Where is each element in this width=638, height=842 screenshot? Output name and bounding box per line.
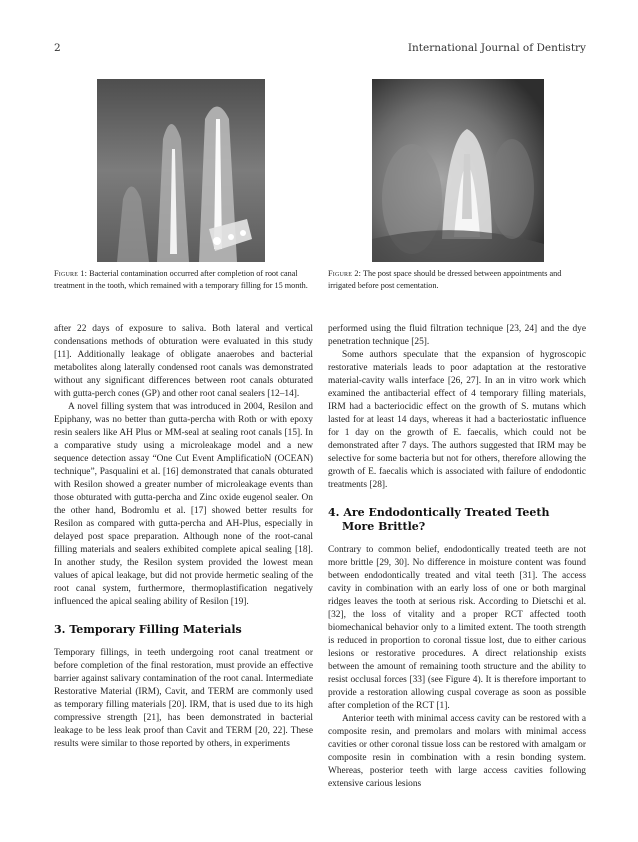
figure-2-caption-text: The post space should be dressed between appointments and irrigated before post cementation. [328, 269, 562, 290]
figure-1-label: Figure 1: [54, 269, 88, 278]
figure-4-link[interactable]: Figure 4 [445, 675, 478, 685]
journal-title: International Journal of Dentistry [407, 42, 586, 54]
paragraph: Anterior teeth with minimal access cavity can be restored with a composite resin, and premolars and molars with minimal access cavities or other coronal tissue loss can be restored with amalgam or composite resin in combination with a resin bonding system. Whereas, posterior teeth with large access cavities following extensive carious lesions [328, 714, 586, 789]
figure-2-caption [328, 268, 586, 292]
tooth-photo-illustration [372, 79, 544, 262]
right-column [328, 323, 586, 791]
left-column [54, 323, 313, 751]
paragraph: Some authors speculate that the expansion of hygroscopic restorative materials leads to poor adaptation at the restorative material-cavity walls interface [26, 27]. In an in vitro work which examined the antibacterial effect of 4 temporary filling materials, IRM had a bacteriocidic effect on the growth of S. mutans which lasted for at least 14 days, whereas it had a bacteriostatic influence for 1 day on the growth of E. faecalis, which could not be demonstrated after 7 days. The authors suggested that IRM may be selective for some bacteria but not for others, therefore allowing the growth of E. faecalis which is associated with failure of endodontic treatments [28]. [328, 350, 586, 490]
figure-1-image [97, 79, 265, 262]
figure-2-label: Figure 2: [328, 269, 362, 278]
figure-1-caption-text: Bacterial contamination occurred after completion of root canal treatment in the tooth, which remained with a temporary filling for 15 month. [54, 269, 308, 290]
section-3-heading: 3. Temporary Filling Materials [54, 623, 242, 636]
radiograph-illustration [97, 79, 265, 262]
section-4-heading [328, 506, 586, 534]
paragraph: Temporary fillings, in teeth undergoing root canal treatment or before completion of the final restoration, must provide an effective barrier against salivary contamination of the root canal. Intermediate Restorative Material (IRM), Cavit, and TERM are commonly used as temporary filling materials [20]. IRM, that is used due to its high compressive strength [21], has been demonstrated in bacterial leakage to be less leak proof than Cavit and TERM [20, 22]. These results were similar to those reported by others, in experiments [54, 648, 313, 749]
paragraph: performed using the fluid filtration technique [23, 24] and the dye penetration technique [25]. [328, 324, 586, 347]
paragraph: after 22 days of exposure to saliva. Both lateral and vertical condensations methods of obturation were evaluated in this study [11]. Additionally leakage of obligate anaerobes and bacterial metabolites along laterally condensed root canals was demonstrated without any significant differences between root canals obturated with gutta-perch cones (GP) and other root canal sealers [12–14]. [54, 324, 313, 399]
page-number: 2 [54, 42, 61, 54]
section-4-heading-line2: More Brittle? [342, 520, 426, 533]
paragraph: A novel filling system that was introduced in 2004, Resilon and Epiphany, was no better than gutta-percha with Roth or with epoxy resin sealers like AH Plus or MM-seal at sealing root canals [15]. In a comparative study using a microleakage model and a new sequence detection assay “One Cut Event AmplificatioN (OCEAN) technique”, Pasqualini et al. [16] demonstrated that canals obturated with Resilon showed a greater number of microleakage events than those obturated with gutta-percha and Zinc oxide eugenol sealer. On the other hand, Bodromlu et al. [17] showed better results for Resilon as compared with gutta-percha and AH-Plus, especially in delayed post space preparation. Although none of the root-canal filling materials and sealers exhibited complete apical sealing [18]. In another study, the Resilon system provided the lowest mean values of apical leakage, but did not provide hermetic sealing of the root canal system, furthermore, thermoplastification negatively influenced the apical sealing ability of Resilon [19]. [54, 402, 313, 607]
paragraph-text: ). It is therefore important to provide a restoration allowing cuspal coverage as soon as possible after completion of the RCT [1]. [328, 675, 586, 711]
paragraph [328, 544, 586, 713]
figure-1-caption [54, 268, 312, 292]
section-4-heading-line1: 4. Are Endodontically Treated Teeth [328, 506, 550, 519]
paragraph-text: Contrary to common belief, endodontically treated teeth are not more brittle [29, 30]. No difference in moisture content was found between endodontically treated and vital teeth [31]. The access cavity in combination with an early loss of one or both marginal ridges leaves the tooth at serious risk. According to Dietschi et al. [32], the loss of vitality and a proper RCT affected tooth biomechanical behavior only to a limited extent. The tooth strength is reduced in proportion to coronal tissue lost, due to either carious lesions or restorative procedures. A direct relationship exists between the amount of remaining tooth structure and the ability to resist occlusal forces [33] (see [328, 545, 586, 685]
figure-2-image [372, 79, 544, 262]
